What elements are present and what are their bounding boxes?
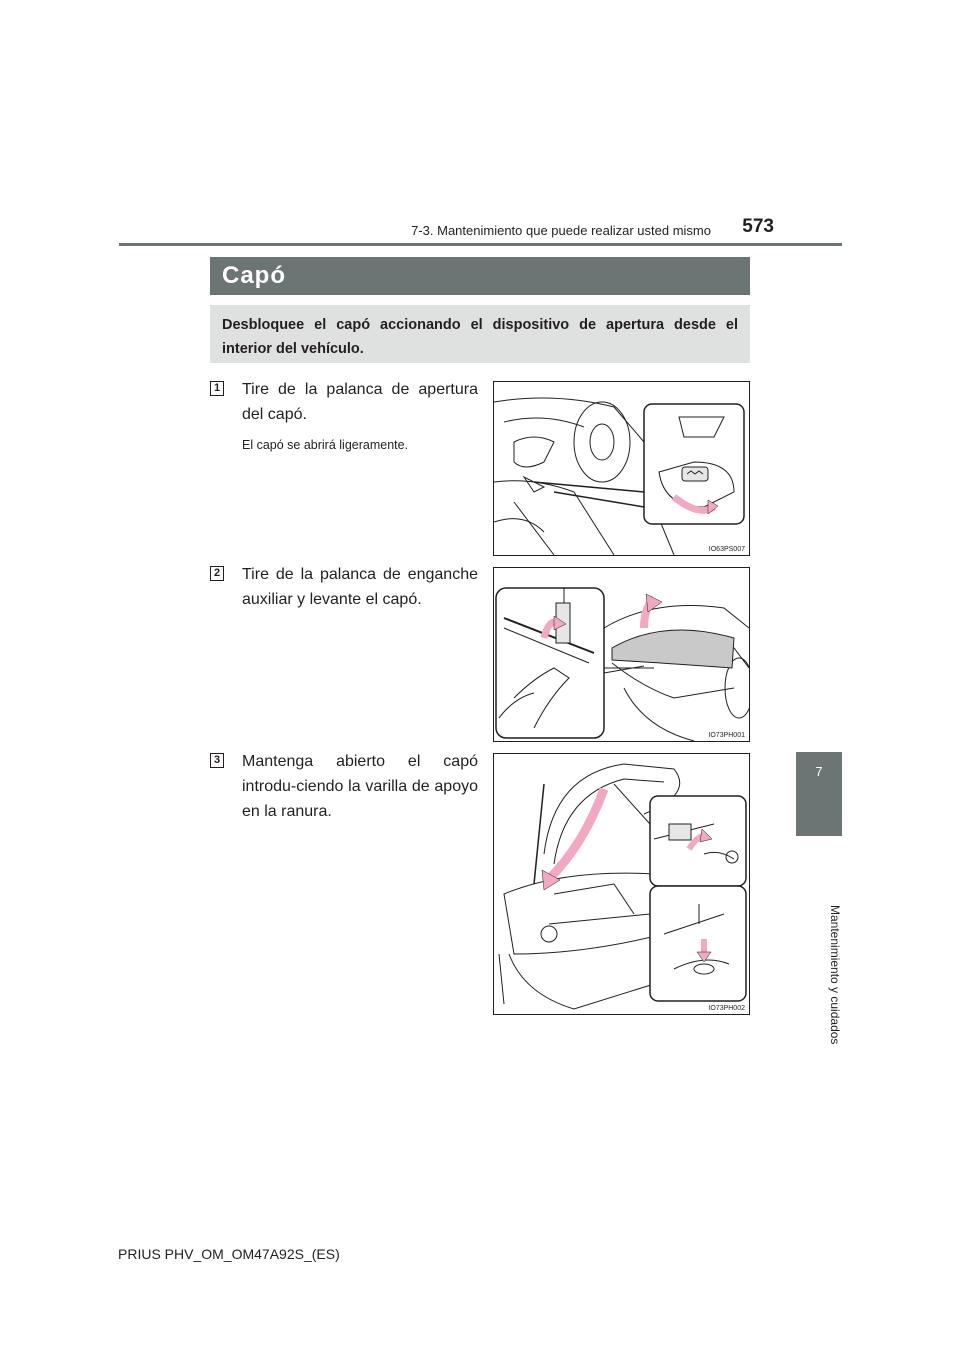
- figure-support-rod: [493, 753, 750, 1015]
- step-text-2: Tire de la palanca de enganche auxiliar y levante el capó.: [242, 566, 478, 608]
- hood-release-illustration: [494, 382, 749, 555]
- step-1-note: El capó se abrirá ligeramente.: [242, 438, 409, 452]
- step-number-2: 2: [210, 566, 224, 581]
- step-text-1: [242, 377, 478, 458]
- intro-box: Desbloquee el capó accionando el dispositivo de apertura desde el interior del vehículo.: [210, 305, 750, 363]
- support-rod-illustration: [494, 754, 749, 1014]
- page-number: 573: [742, 216, 774, 237]
- step-text-3: Mantenga abierto el capó introdu-ciendo la varilla de apoyo en la ranura.: [242, 753, 478, 820]
- figure-auxiliary-latch: [493, 567, 750, 742]
- auxiliary-latch-illustration: [494, 568, 749, 741]
- figure-hood-release-lever: [493, 381, 750, 556]
- chapter-title: Mantenimiento y cuidados: [828, 905, 842, 1045]
- figure-code-2: IO73PH001: [708, 732, 745, 739]
- header-rule: [119, 243, 842, 246]
- figure-code-1: IO63PS007: [708, 546, 745, 553]
- figure-code-3: IO73PH002: [708, 1005, 745, 1012]
- document-id: PRIUS PHV_OM_OM47A92S_(ES): [118, 1246, 340, 1262]
- step-number-1: 1: [210, 381, 224, 396]
- page-title: Capó: [210, 257, 750, 295]
- step-number-3: 3: [210, 753, 224, 768]
- chapter-number: 7: [815, 764, 823, 779]
- step-1-instruction: Tire de la palanca de apertura del capó.: [242, 381, 478, 423]
- section-label: 7-3. Mantenimiento que puede realizar usted mismo: [411, 223, 711, 238]
- chapter-tab[interactable]: [796, 752, 842, 836]
